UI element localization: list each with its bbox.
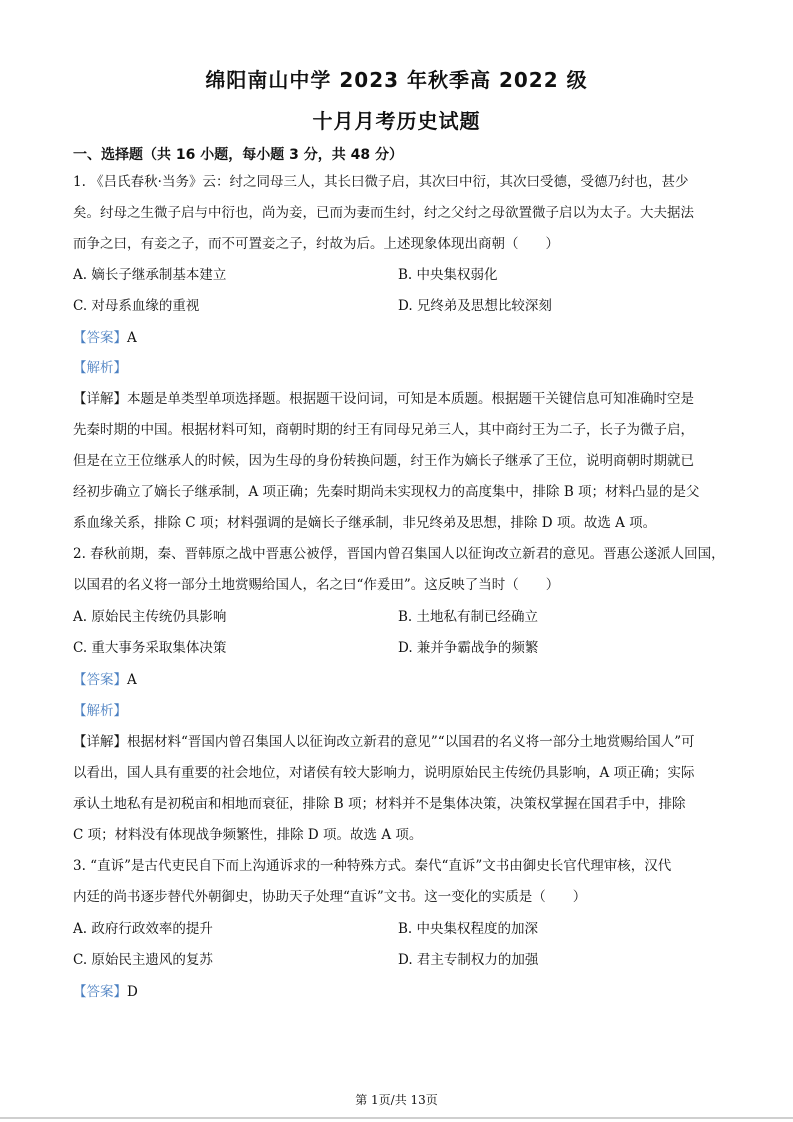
option-c: C. 对母系血缘的重视 [73, 298, 200, 314]
detail-line: 经初步确立了嫡长子继承制，A 项正确；先秦时期尚未实现权力的高度集中，排除 B 项；材料凸显的是父 [73, 484, 700, 500]
option-d: D. 兄终弟及思想比较深刻 [398, 298, 552, 314]
answer-row [73, 329, 137, 347]
option-a: A. 政府行政效率的提升 [73, 921, 213, 937]
detail-line: 以看出，国人具有重要的社会地位，对诸侯有较大影响力，说明原始民主传统仍具影响，A 项正确；实际 [73, 765, 695, 781]
option-c: C. 原始民主遗风的复苏 [73, 952, 213, 968]
analysis-tag: 【解析】 [73, 703, 127, 719]
answer-tag: 【答案】 [73, 984, 127, 1000]
option-a: A. 嫡长子继承制基本建立 [73, 267, 227, 283]
question-text-line: 3. “直诉”是古代吏民自下而上沟通诉求的一种特殊方式。秦代“直诉”文书由御史长官代理审核，汉代 [73, 858, 672, 874]
option-a: A. 原始民主传统仍具影响 [73, 609, 227, 625]
answer-value: A [127, 330, 137, 346]
analysis-row [73, 702, 127, 720]
question-text-line: 以国君的名义将一部分土地赏赐给国人，名之曰“作爰田”。这反映了当时（ ） [73, 577, 560, 593]
detail-line: 但是在立王位继承人的时候，因为生母的身份转换问题，纣王作为嫡长子继承了王位，说明商朝时期就已 [73, 453, 694, 469]
option-b: B. 中央集权程度的加深 [398, 921, 539, 937]
page-number: 第 1页/共 13页 [355, 1093, 438, 1107]
question-text-line: 矣。纣母之生微子启与中衍也，尚为妾，已而为妻而生纣，纣之父纣之母欲置微子启以为太子。大夫据法 [73, 205, 694, 221]
detail-tag: 【详解】 [73, 391, 127, 407]
detail-text: 根据材料“晋国内曾召集国人以征询改立新君的意见”“以国君的名义将一部分土地赏赐给国人”可 [127, 734, 695, 750]
option-d: D. 君主专制权力的加强 [398, 952, 539, 968]
analysis-row [73, 359, 127, 377]
answer-tag: 【答案】 [73, 330, 127, 346]
option-b: B. 中央集权弱化 [398, 267, 498, 283]
detail-line: 承认土地私有是初税亩和相地而衰征，排除 B 项；材料并不是集体决策，决策权掌握在国君手中，排除 [73, 796, 686, 812]
option-c: C. 重大事务采取集体决策 [73, 640, 227, 656]
page-title: 绵阳南山中学 2023 年秋季高 2022 级 [205, 68, 588, 92]
answer-row [73, 671, 137, 689]
detail-row [73, 390, 694, 408]
option-d: D. 兼并争霸战争的频繁 [398, 640, 539, 656]
answer-value: A [127, 672, 137, 688]
footer-divider [0, 1117, 793, 1119]
detail-line: C 项；材料没有体现战争频繁性，排除 D 项。故选 A 项。 [73, 827, 423, 843]
answer-tag: 【答案】 [73, 672, 127, 688]
detail-line: 先秦时期的中国。根据材料可知，商朝时期的纣王有同母兄弟三人，其中商纣王为二子，长子为微子启， [73, 422, 694, 438]
detail-tag: 【详解】 [73, 734, 127, 750]
detail-line: 系血缘关系，排除 C 项；材料强调的是嫡长子继承制，非兄终弟及思想，排除 D 项。故选 A 项。 [73, 515, 657, 531]
page-subtitle: 十月月考历史试题 [312, 109, 481, 133]
option-b: B. 土地私有制已经确立 [398, 609, 539, 625]
question-text-line: 1. 《吕氏春秋·当务》云：纣之同母三人，其长曰微子启，其次曰中衍，其次曰受德，受德乃纣也，甚少 [73, 174, 689, 190]
answer-value: D [127, 984, 138, 1000]
question-text-line: 内廷的尚书逐步替代外朝御史，协助天子处理“直诉”文书。这一变化的实质是（ ） [73, 889, 587, 905]
question-text-line: 2. 春秋前期，秦、晋韩原之战中晋惠公被俘，晋国内曾召集国人以征询改立新君的意见。晋惠公遂派人回国， [73, 546, 725, 562]
question-text-line: 而争之曰，有妾之子，而不可置妾之子，纣故为后。上述现象体现出商朝（ ） [73, 236, 559, 252]
section-heading: 一、选择题（共 16 小题，每小题 3 分，共 48 分） [73, 147, 403, 163]
answer-row [73, 983, 138, 1001]
analysis-tag: 【解析】 [73, 360, 127, 376]
detail-row [73, 733, 695, 751]
detail-text: 本题是单类型单项选择题。根据题干设问词，可知是本质题。根据题干关键信息可知准确时空是 [127, 391, 694, 407]
